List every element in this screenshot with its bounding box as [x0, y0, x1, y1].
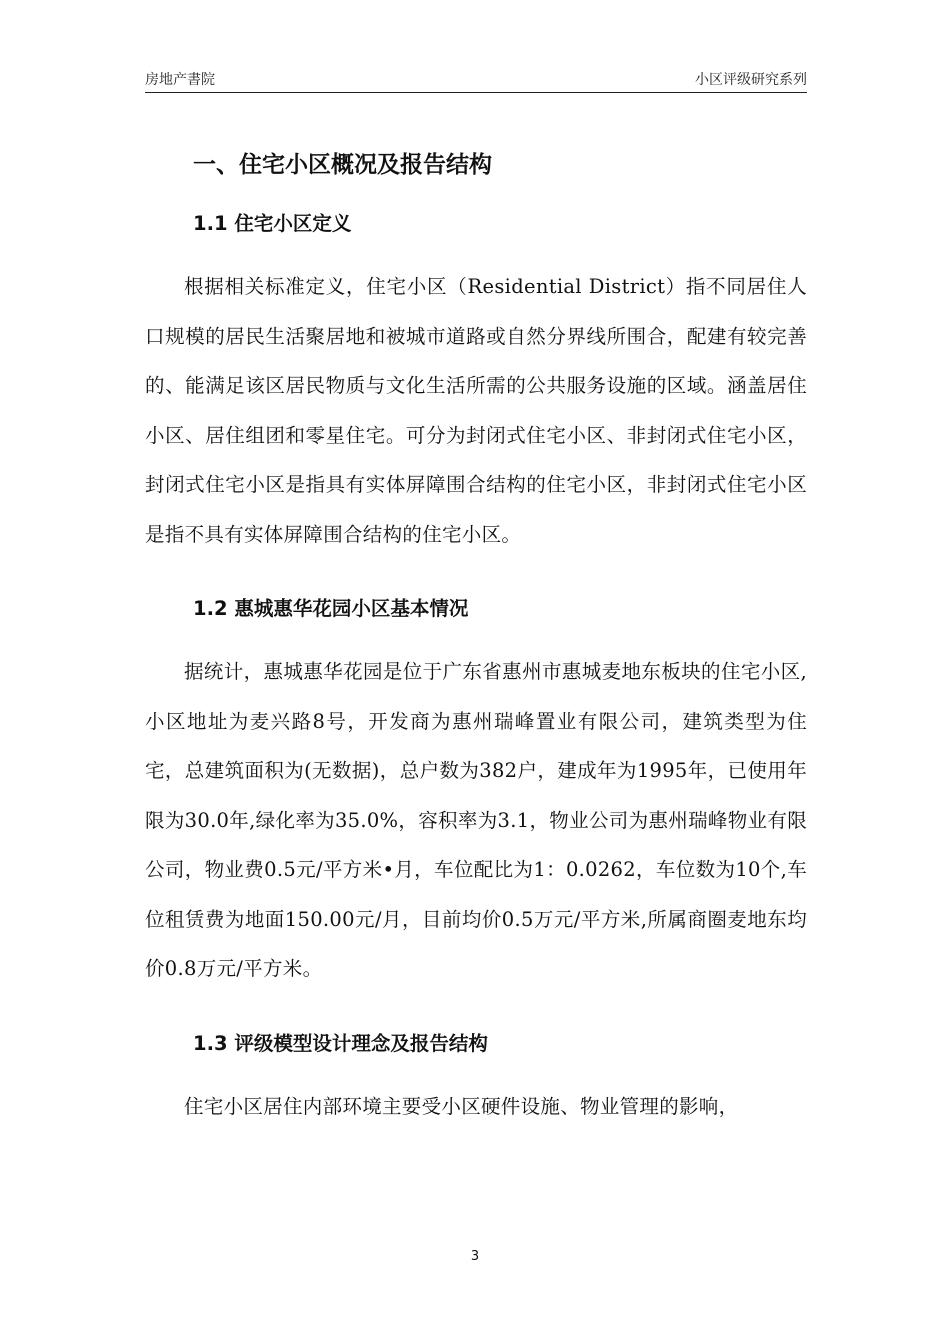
paragraph-rating-model: 住宅小区居住内部环境主要受小区硬件设施、物业管理的影响，: [184, 1094, 739, 1118]
subsection-heading-1-3: 1.3 评级模型设计理念及报告结构: [193, 1031, 488, 1055]
subsection-heading-1-1: 1.1 住宅小区定义: [193, 212, 352, 235]
page-number: 3: [470, 1249, 480, 1264]
page-header: [145, 66, 807, 93]
document-body: [145, 140, 807, 1131]
header-series-title: 小区评级研究系列: [695, 72, 807, 88]
header-publisher: 房地产書院: [145, 72, 215, 88]
paragraph-community-overview: 据统计，惠城惠华花园是位于广东省惠州市惠城麦地东板块的住宅小区,小区地址为麦兴路8号，开发商为惠州瑞峰置业有限公司，建筑类型为住宅，总建筑面积为(无数据)，总户数为382户，建成年为1995年，已使用年限为30.0年,绿化率为35.0%，容积率为3.1，物业公司为惠州瑞峰物业有限公司，物业费0.5元/平方米•月，车位配比为1：0.0262，车位数为10个,车位租赁费为地面150.00元/月，目前均价0.5万元/平方米,所属商圈麦地东均价0.8万元/平方米。: [145, 660, 807, 980]
subsection-heading-1-2: 1.2 惠城惠华花园小区基本情况: [193, 597, 469, 620]
section-title: 一、住宅小区概况及报告结构: [193, 152, 492, 178]
paragraph-residential-definition: 根据相关标准定义，住宅小区（Residential District）指不同居住人口规模的居民生活聚居地和被城市道路或自然分界线所围合，配建有较完善的、能满足该区居民物质与文化生活所需的公共服务设施的区域。涵盖居住小区、居住组团和零星住宅。可分为封闭式住宅小区、非封闭式住宅小区，封闭式住宅小区是指具有实体屏障围合结构的住宅小区，非封闭式住宅小区是指不具有实体屏障围合结构的住宅小区。: [145, 275, 807, 546]
